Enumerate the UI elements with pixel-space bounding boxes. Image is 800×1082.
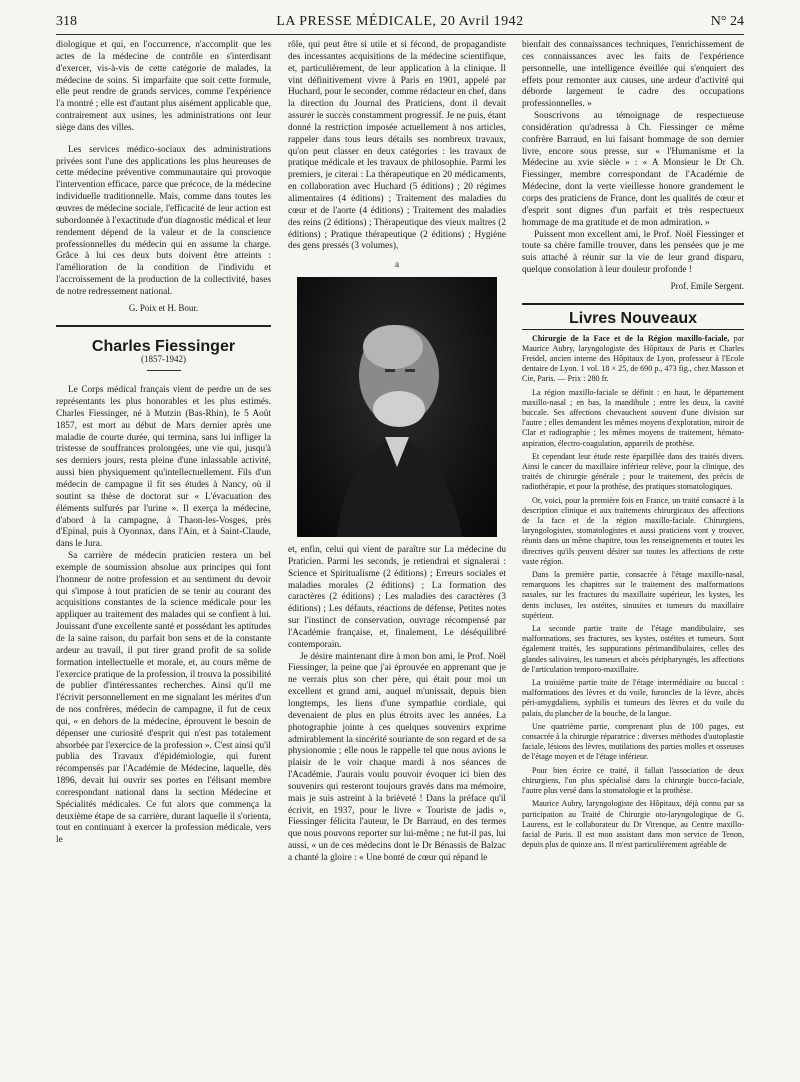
photo-mark: a <box>395 259 399 270</box>
obituary-dates: (1857-1942) <box>141 354 186 365</box>
paragraph: Les services médico-sociaux des administrations privées sont l'une des applications les plus heureuses de cette médecine préventive communautaire qui provoque l'intervention efficace, parce que précoce, de la médecine individuelle traditionnelle. Mais, comme dans toutes les œuvres de médecine sociale, l'efficacité de leur action est subordonnée à l'exactitude d'un diagnostic médical et leur rendement dépend de la valeur et de la conscience professionnelles du médecin qui en assume la charge. Grâce à lui ces deux buts doivent être atteints : l'amélioration de la condition de l'individu et l'accroissement de la production de la collectivité, bases de notre redressement national. <box>56 144 271 297</box>
book-details: par Maurice Aubry, laryngologiste des Hôpitaux de Paris et Charles Freidel, ancien interne des Hôpitaux de Lyon, professeur à l'Ecole dentaire de Lyon. 1 vol. 18 × 25, de 690 p., 473 fig., chez Masson et Cie, Paris. — Prix : 280 fr. <box>522 333 744 384</box>
book-title: Chirurgie de la Face et de la Région maxillo-faciale, <box>532 333 730 343</box>
column-middle <box>288 40 506 865</box>
paragraph: Puissent mon excellent ami, le Prof. Noël Fiessinger et toute sa chère famille trouver, dans les pensées que je me suis attaché à réunir sur la vie de leur grand disparu, quelque consolation à leur douleur profonde ! <box>522 229 744 276</box>
paragraph: Une quatrième partie, comprenant plus de 100 pages, est consacrée à la chirurgie réparatrice : diverses méthodes d'autoplastie faciale, lésions des lèvres, mutilations des parties molles et osseuses de l'étage moyen et de l'étage inférieur. <box>522 721 744 762</box>
paragraph: Souscrivons au témoignage de respectueuse considération qu'adressa à Ch. Fiessinger ce même confrère Barraud, en lui faisant hommage de son dernier livre, encore sous presse, sur « l'Humanisme et la Médecine au xvie siècle » : « A Monsieur le Dr Ch. Fiessinger, membre correspondant de l'Académie de Médecine, dont la verte vieillesse honore grandement le corps des praticiens de France, dont les qualités de cœur et d'esprit sont dignes d'un parfait et très respectueux hommage de ma gratitude et de mon admiration. » <box>522 111 744 228</box>
column-right <box>522 40 744 853</box>
paragraph: La région maxillo-faciale se définit : en haut, le département maxillo-nasal ; en bas, la mandibule ; entre les deux, la cavité buccale. Ses affections chevauchent souvent d'une division sur l'autre ; elles demandent les mêmes moyens d'exploration, miroir de Clar et radiographie ; les mêmes moyens de traitement, hémato-aspiration, électro-coagulation, appareils de prothèse. <box>522 387 744 448</box>
paragraph: Maurice Aubry, laryngologiste des Hôpitaux, déjà connu par sa participation au Traité de Chirurgie oto-laryngologique de G. Laurens, est le collaborateur du Dr Virenque, au Centre maxillo-facial de Paris. Il est mon assistant dans mon service de Tenon, depuis plus de quinze ans. Il m'est particulièrement agréable de <box>522 799 744 850</box>
paragraph: bienfait des connaissances techniques, l'enrichissement de ces connaissances avec les faits de l'expérience personnelle, une intelligence éveillée qui s'enquiert des effets pour remonter aux causes, une ardeur d'activité qui déborde largement le cadre des occupations professionnelles. » <box>522 40 744 110</box>
portrait-figure <box>297 277 497 537</box>
column-left <box>56 40 271 847</box>
section-rule <box>522 329 744 330</box>
paragraph: Le Corps médical français vient de perdre un de ses représentants les plus honorables et les plus estimés. Charles Fiessinger, né à Mutzin (Bas-Rhin), le 5 Août 1857, est mort au début de Mars dernier après une maladie de courte durée, qui termina, sans lui infliger la tristesse de souffrances prolongées, une vie qui, jusqu'à ses derniers jours, resta pleine d'une inlassable activité, aussi bien physiquement qu'intellectuellement. Fils d'un médecin de campagne il fit ses études à Nancy, où il soutint sa thèse de doctorat sur « L'évacuation des éléments sulfurés par l'urine ». Il exerça la médecine, d'abord à la campagne, à Thaon-les-Vosges, près d'Epinal, puis à Oyonnax, dans l'Ain, et à Saint-Claude, dans le Jura. <box>56 385 271 550</box>
journal-title: LA PRESSE MÉDICALE, 20 Avril 1942 <box>276 14 524 29</box>
paragraph: et, enfin, celui qui vient de paraître sur La médecine du Praticien. Parmi les seconds, je retiendrai et signalerai : Science et Spiritualisme (2 éditions) ; Erreurs sociales et maladies morales (2 éditions) ; La formation des caractères (2 éditions) ; Les maladies des caractères (3 éditions) ; Les défauts, réactions de défense, Petites notes sur l'instinct de conservation, ouvrage récompensé par l'Académie française, et, finalement, Le déséquilibré contemporain. <box>288 545 506 650</box>
section-divider <box>56 325 271 327</box>
paragraph: La seconde partie traite de l'étage mandibulaire, ses malformations, ses fractures, ses kystes, ostéites et tumeurs. Sont également traités, les suppurations périmandibulaires, celles des glandes salivaires, les tumeurs et abcès péripharyngés, les affections de l'articulation temporo-maxillaire. <box>522 624 744 674</box>
section-title: Livres Nouveaux <box>568 309 698 327</box>
paragraph: Pour bien écrire ce traité, il fallait l'association de deux chirurgiens, l'un plus spécialisé dans la chirurgie bucco-faciale, l'autre plus versé dans la stomatologie et la prothèse. <box>522 765 744 796</box>
paragraph: Et cependant leur étude reste éparpillée dans des traités divers. Ainsi le cancer du maxillaire inférieur relève, pour la clinique, des traités de chirurgie générale ; pour le traitement, des précis de radiothérapie, et pour la prothèse, des pratiques stomatologiques. <box>522 451 744 492</box>
page-header <box>56 14 744 35</box>
paragraph: Or, voici, pour la première fois en France, un traité consacré à la description clinique et aux traitements chirurgicaux des affections de la face et de la région maxillo-faciale. Chirurgiens, laryngologistes, stomatologistes et aussi praticiens vont y trouver, réunis dans un même chapitre, tous les renseignements et toutes les directives qu'ils peuvent désirer sur toutes les affections de cette vaste région. <box>522 495 744 566</box>
book-review <box>522 334 744 851</box>
portrait-photo <box>297 277 497 537</box>
paragraph: Je désire maintenant dire à mon bon ami, le Prof. Noël Fiessinger, la peine que j'ai éprouvée en apprenant que je ne verrais plus son cher père, qui était pour moi un excellent et grand ami, auquel m'unissait, depuis bien longtemps, les liens d'une sympathie cordiale, qui devenaient de plus en plus étroits avec les années. La photographie jointe à ces quelques souvenirs exprime admirablement la sincérité souriante de son regard et de sa physionomie ; elle nous le rappelle tel que nous avions le plaisir de le voir chaque mardi à nos séances de l'Académie. J'aurais voulu pouvoir évoquer ici bien des souvenirs qui resteront toujours gravés dans ma mémoire, mais je suis astreint à la brièveté ! Dans la préface qu'il écrivit, en 1937, pour le livre « Touriste de jadis », Fiessinger félicita l'auteur, le Dr Barraud, en des termes que nous pouvons reporter sur lui-même ; ne fut-il pas, lui aussi, « un de ces médecins dont le Dr Bénassis de Balzac a chanté la gloire : « Une bonté de cœur qui répand le <box>288 651 506 863</box>
article-signature: G. Poix et H. Bour. <box>128 302 199 313</box>
book-reference <box>522 334 744 385</box>
paragraph: rôle, qui peut être si utile et si fécond, de propagandiste des incessantes acquisitions de la médecine scientifique, et, particulièrement, de leur application à la clinique. Il vint définitivement vivre à Paris en 1901, appelé par Huchard, pour le seconder, comme rédacteur en chef, dans la direction du Journal des Praticiens, dont il devait assurer le succès constamment progressif. Je ne puis, étant donné la restriction imposée actuellement à nos articles, rappeler dans tous leurs détails ses nombreux travaux, qu'on peut classer en deux catégories : les travaux de pratique médicale et les travaux de philosophie. Parmi les premiers, je citerai : La thérapeutique en 20 médicaments, en collaboration avec Huchard (5 éditions) ; 20 régimes alimentaires (4 éditions) ; Traitement des maladies du cœur et de l'aorte (4 éditions) ; Traitement des maladies des reins (2 éditions) ; Thérapeutique des vieux maîtres (2 éditions) ; Pratique thérapeutique (2 éditions) ; Hygiène des gens pressés (3 volumes), <box>288 40 506 252</box>
paragraph: Sa carrière de médecin praticien restera un bel exemple de soumission absolue aux principes qui font l'honneur de notre profession et au sentiment du devoir qui s'impose à tout praticien de se tenir au courant des acquisitions constantes de la science médicale pour les appliquer au traitement des malades qui se confient à lui. Jouissant d'une excellente santé et possédant les aptitudes de la saine raison, du parfait bon sens et de la constante ardeur au travail, il put tirer grand profit de sa solide formation intellectuelle et morale, et, au cours même de l'exercice pratique de la profession, il trouva la possibilité de publier d'intéressantes recherches. Ainsi qu'il me l'écrivit personnellement en me signalant les mérites d'un de nos confrères, médecin de campagne, il fut de ceux qui, « en dehors de la médecine, éprouvent le besoin de dépenser une curiosité d'esprit qui n'est pas totalement absorbée par l'exercice de la profession ». C'est ainsi qu'il publia des Travaux d'épidémiologie, qui furent récompensés par l'Académie de Médecine, laquelle, dès 1896, devait lui ouvrir ses portes en l'élisant membre correspondant national dans la section Médecine et Spécialités médicales. Ce fut alors que commença la deuxième étape de sa carrière, durant laquelle il s'orienta, tout en continuant à exercer la profession médicale, vers le <box>56 551 271 846</box>
paragraph: diologique et qui, en l'occurrence, n'accomplit que les actes de la médecine de contrôle en s'interdisant d'exercer, vis-à-vis de cette catégorie de malades, la médecine de soins. Si imparfaite que soit cette formule, elle peut rendre de grands services, comme l'expérience l'a montré ; elle est d'autant plus aisément applicable que, contrairement aux usines, les administrations ont leur siège dans des villes. <box>56 40 271 133</box>
issue-number: N° 24 <box>710 14 744 29</box>
section-divider <box>522 303 744 305</box>
page-number: 318 <box>56 14 77 29</box>
paragraph: Dans la première partie, consacrée à l'étage maxillo-nasal, remarquons les chapitres sur le traitement des malformations nasales, sur les fractures du maxillaire supérieur, les kystes, les dents incluses, les ostéites, sinusites et tumeurs du maxillaire supérieur. <box>522 570 744 620</box>
article-signature: Prof. Emile Sergent. <box>670 280 744 291</box>
obituary-title: Charles Fiessinger <box>91 337 236 355</box>
paragraph: La troisième partie traite de l'étage intermédiaire ou buccal : malformations des lèvres et du voile, furoncles de la lèvre, abcès péri-amygdaliens, syphilis et tumeurs des lèvres et du voile du palais, du plancher de la bouche, de la langue. <box>522 678 744 718</box>
title-rule <box>147 370 181 371</box>
